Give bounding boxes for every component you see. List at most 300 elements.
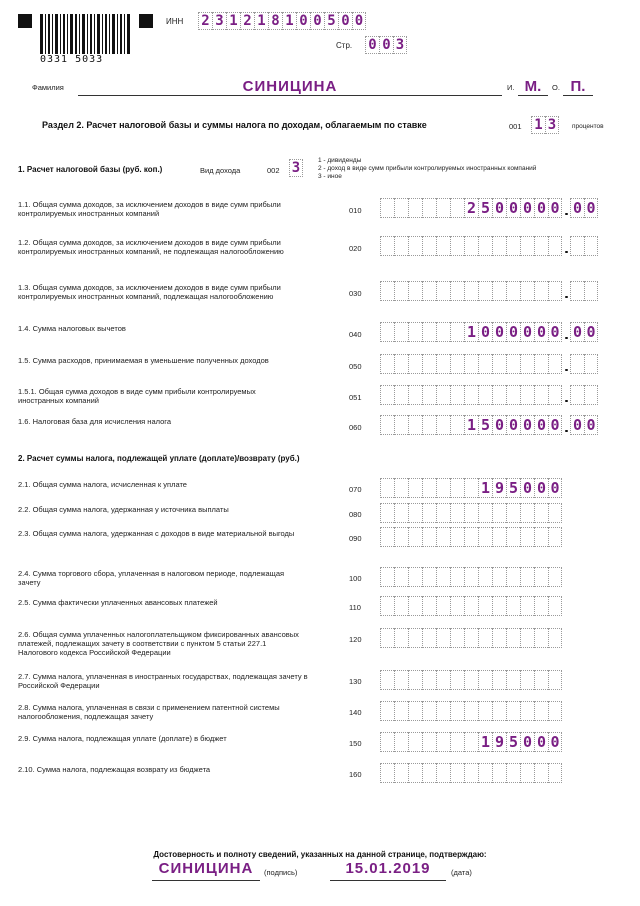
digit-cell[interactable] xyxy=(506,527,520,547)
digit-cell[interactable] xyxy=(408,385,422,405)
digit-cell[interactable] xyxy=(394,503,408,523)
digit-cell[interactable] xyxy=(408,670,422,690)
digit-cell[interactable] xyxy=(436,236,450,256)
surname-label: Фамилия xyxy=(32,83,64,92)
digit-cell[interactable] xyxy=(436,354,450,374)
digit-cell[interactable] xyxy=(422,763,436,783)
digit-cell[interactable] xyxy=(478,527,492,547)
digit-cell[interactable] xyxy=(478,236,492,256)
part2-row-code: 070 xyxy=(349,485,362,494)
digit-cell[interactable] xyxy=(422,198,436,218)
digit-cell[interactable]: 1 xyxy=(464,322,478,342)
digit-cell[interactable]: 1 xyxy=(531,116,545,134)
digit-cell[interactable] xyxy=(464,567,478,587)
part2-row-amount[interactable] xyxy=(380,567,562,587)
digit-cell[interactable] xyxy=(464,354,478,374)
digit-cell[interactable] xyxy=(450,670,464,690)
digit-cell[interactable] xyxy=(408,236,422,256)
digit-cell[interactable] xyxy=(422,527,436,547)
rate-unit: процентов xyxy=(572,123,604,130)
digit-cell[interactable]: 0 xyxy=(534,478,548,498)
digit-cell[interactable] xyxy=(464,596,478,616)
digit-cell[interactable] xyxy=(464,385,478,405)
digit-cell[interactable] xyxy=(422,354,436,374)
digit-cell[interactable] xyxy=(408,527,422,547)
digit-cell[interactable] xyxy=(394,478,408,498)
digit-cell[interactable] xyxy=(450,415,464,435)
digit-cell[interactable] xyxy=(478,567,492,587)
digit-cell[interactable] xyxy=(394,322,408,342)
digit-cell[interactable] xyxy=(380,503,394,523)
digit-cell[interactable] xyxy=(492,763,506,783)
signature[interactable]: СИНИЦИНА xyxy=(158,860,254,877)
digit-cell[interactable] xyxy=(394,567,408,587)
digit-cell[interactable] xyxy=(422,281,436,301)
digit-cell[interactable] xyxy=(464,670,478,690)
digit-cell[interactable]: 0 xyxy=(520,478,534,498)
digit-cell[interactable]: 0 xyxy=(492,322,506,342)
digit-cell[interactable] xyxy=(380,596,394,616)
digit-cell[interactable] xyxy=(570,385,584,405)
digit-cell[interactable]: 9 xyxy=(492,478,506,498)
digit-cell[interactable] xyxy=(492,236,506,256)
digit-cell[interactable]: 0 xyxy=(379,36,393,54)
part1-row-amount[interactable] xyxy=(380,281,598,301)
digit-cell[interactable]: 0 xyxy=(492,198,506,218)
digit-cell[interactable] xyxy=(492,527,506,547)
digit-cell[interactable] xyxy=(506,503,520,523)
digit-cell[interactable] xyxy=(380,628,394,648)
income-type-field[interactable] xyxy=(289,159,303,177)
digit-cell[interactable] xyxy=(380,322,394,342)
digit-cell[interactable] xyxy=(548,281,562,301)
digit-cell[interactable] xyxy=(520,670,534,690)
digit-cell[interactable] xyxy=(380,567,394,587)
digit-cell[interactable] xyxy=(394,527,408,547)
digit-cell[interactable] xyxy=(436,567,450,587)
digit-cell[interactable] xyxy=(422,415,436,435)
digit-cell[interactable] xyxy=(464,236,478,256)
part2-row-label: 2.10. Сумма налога, подлежащая возврату из бюджета xyxy=(18,765,211,774)
part1-row-code: 040 xyxy=(349,330,362,339)
digit-cell[interactable] xyxy=(520,567,534,587)
digit-cell[interactable]: 5 xyxy=(478,415,492,435)
digit-cell[interactable] xyxy=(436,478,450,498)
digit-cell[interactable] xyxy=(570,354,584,374)
digit-cell[interactable] xyxy=(394,596,408,616)
digit-cell[interactable] xyxy=(422,478,436,498)
digit-cell[interactable] xyxy=(450,478,464,498)
digit-cell[interactable]: 0 xyxy=(548,322,562,342)
initial-o-value[interactable]: П. xyxy=(570,78,586,95)
digit-cell[interactable]: 8 xyxy=(268,12,282,30)
digit-cell[interactable] xyxy=(408,354,422,374)
digit-cell[interactable] xyxy=(492,385,506,405)
digit-cell[interactable]: 2 xyxy=(198,12,212,30)
part2-row-code: 130 xyxy=(349,677,362,686)
digit-cell[interactable] xyxy=(450,198,464,218)
digit-cell[interactable] xyxy=(506,385,520,405)
digit-cell[interactable]: 0 xyxy=(570,322,584,342)
digit-cell[interactable] xyxy=(520,503,534,523)
digit-cell[interactable] xyxy=(380,354,394,374)
digit-cell[interactable] xyxy=(436,503,450,523)
digit-cell[interactable] xyxy=(422,503,436,523)
digit-cell[interactable] xyxy=(478,701,492,721)
digit-cell[interactable] xyxy=(422,596,436,616)
digit-cell[interactable] xyxy=(506,701,520,721)
digit-cell[interactable] xyxy=(380,701,394,721)
income-type-code: 002 xyxy=(267,166,280,175)
digit-cell[interactable] xyxy=(506,354,520,374)
digit-cell[interactable] xyxy=(520,527,534,547)
digit-cell[interactable] xyxy=(506,763,520,783)
digit-cell[interactable]: 0 xyxy=(520,322,534,342)
digit-cell[interactable] xyxy=(464,763,478,783)
digit-cell[interactable] xyxy=(408,415,422,435)
digit-cell[interactable] xyxy=(394,763,408,783)
digit-cell[interactable] xyxy=(506,596,520,616)
digit-cell[interactable] xyxy=(450,732,464,752)
part2-row-code: 120 xyxy=(349,635,362,644)
digit-cell[interactable]: 0 xyxy=(520,198,534,218)
digit-cell[interactable] xyxy=(422,567,436,587)
digit-cell[interactable] xyxy=(450,628,464,648)
digit-cell[interactable]: 0 xyxy=(492,415,506,435)
part2-row-amount[interactable] xyxy=(380,503,562,523)
digit-cell[interactable] xyxy=(394,236,408,256)
digit-cell[interactable]: 0 xyxy=(296,12,310,30)
part2-row-amount[interactable] xyxy=(380,478,562,498)
part2-row-amount[interactable] xyxy=(380,596,562,616)
digit-cell[interactable] xyxy=(422,236,436,256)
digit-cell[interactable]: 0 xyxy=(548,198,562,218)
digit-cell[interactable] xyxy=(520,763,534,783)
digit-cell[interactable] xyxy=(520,628,534,648)
digit-cell[interactable] xyxy=(436,281,450,301)
digit-cell[interactable] xyxy=(478,763,492,783)
part2-row-amount[interactable] xyxy=(380,527,562,547)
digit-cell[interactable] xyxy=(534,281,548,301)
part2-row-code: 090 xyxy=(349,534,362,543)
digit-cell[interactable] xyxy=(408,503,422,523)
digit-cell[interactable]: 0 xyxy=(365,36,379,54)
digit-cell[interactable] xyxy=(394,354,408,374)
digit-cell[interactable]: 5 xyxy=(478,198,492,218)
digit-cell[interactable] xyxy=(450,281,464,301)
digit-cell[interactable] xyxy=(408,701,422,721)
digit-cell[interactable] xyxy=(520,281,534,301)
digit-cell[interactable] xyxy=(584,354,598,374)
digit-cell[interactable] xyxy=(394,701,408,721)
digit-cell[interactable]: 5 xyxy=(506,478,520,498)
part2-row-amount[interactable] xyxy=(380,670,562,690)
digit-cell[interactable] xyxy=(394,670,408,690)
digit-cell[interactable] xyxy=(478,385,492,405)
digit-cell[interactable] xyxy=(408,596,422,616)
digit-cell[interactable] xyxy=(506,670,520,690)
digit-cell[interactable] xyxy=(584,236,598,256)
digit-cell[interactable]: 2 xyxy=(464,198,478,218)
digit-cell[interactable] xyxy=(534,628,548,648)
digit-cell[interactable] xyxy=(394,628,408,648)
digit-cell[interactable] xyxy=(548,527,562,547)
digit-cell[interactable] xyxy=(436,763,450,783)
part1-row-amount[interactable] xyxy=(380,354,598,374)
digit-cell[interactable]: 0 xyxy=(534,198,548,218)
digit-cell[interactable]: 0 xyxy=(570,198,584,218)
digit-cell[interactable] xyxy=(464,527,478,547)
digit-cell[interactable] xyxy=(492,596,506,616)
digit-cell[interactable] xyxy=(548,628,562,648)
digit-cell[interactable] xyxy=(584,385,598,405)
digit-cell[interactable] xyxy=(408,322,422,342)
digit-cell[interactable] xyxy=(450,763,464,783)
digit-cell[interactable] xyxy=(394,198,408,218)
digit-cell[interactable] xyxy=(520,354,534,374)
digit-cell[interactable] xyxy=(492,354,506,374)
digit-cell[interactable]: 3 xyxy=(289,159,303,177)
digit-cell[interactable]: 0 xyxy=(548,732,562,752)
digit-cell[interactable] xyxy=(464,628,478,648)
digit-cell[interactable] xyxy=(534,670,548,690)
digit-cell[interactable] xyxy=(450,567,464,587)
part2-row-code: 100 xyxy=(349,574,362,583)
digit-cell[interactable] xyxy=(478,354,492,374)
digit-cell[interactable] xyxy=(380,198,394,218)
digit-cell[interactable] xyxy=(408,478,422,498)
part2-row-amount[interactable] xyxy=(380,732,562,752)
digit-cell[interactable]: 1 xyxy=(464,415,478,435)
digit-cell[interactable] xyxy=(450,236,464,256)
digit-cell[interactable] xyxy=(464,701,478,721)
digit-cell[interactable] xyxy=(380,385,394,405)
digit-cell[interactable] xyxy=(436,527,450,547)
digit-cell[interactable] xyxy=(408,732,422,752)
digit-cell[interactable] xyxy=(534,236,548,256)
digit-cell[interactable] xyxy=(464,478,478,498)
decimal-point xyxy=(562,236,570,256)
digit-cell[interactable]: 0 xyxy=(506,322,520,342)
digit-cell[interactable]: 5 xyxy=(506,732,520,752)
digit-cell[interactable] xyxy=(436,385,450,405)
initial-i-value[interactable]: М. xyxy=(524,78,542,95)
corner-mark-left xyxy=(18,14,32,28)
digit-cell[interactable]: 0 xyxy=(506,198,520,218)
page-number-field[interactable] xyxy=(365,36,407,54)
digit-cell[interactable] xyxy=(450,701,464,721)
digit-cell[interactable]: 0 xyxy=(548,478,562,498)
digit-cell[interactable] xyxy=(506,236,520,256)
digit-cell[interactable] xyxy=(380,527,394,547)
digit-cell[interactable] xyxy=(570,281,584,301)
digit-cell[interactable] xyxy=(422,628,436,648)
digit-cell[interactable] xyxy=(534,763,548,783)
rate-field[interactable] xyxy=(531,116,559,134)
digit-cell[interactable] xyxy=(436,322,450,342)
digit-cell[interactable] xyxy=(408,763,422,783)
digit-cell[interactable] xyxy=(450,503,464,523)
digit-cell[interactable] xyxy=(548,385,562,405)
digit-cell[interactable]: 0 xyxy=(534,415,548,435)
digit-cell[interactable] xyxy=(520,701,534,721)
part1-row-amount[interactable] xyxy=(380,322,598,342)
digit-cell[interactable]: 9 xyxy=(492,732,506,752)
digit-cell[interactable] xyxy=(422,670,436,690)
digit-cell[interactable]: 3 xyxy=(393,36,407,54)
digit-cell[interactable] xyxy=(548,503,562,523)
digit-cell[interactable] xyxy=(584,281,598,301)
digit-cell[interactable] xyxy=(520,596,534,616)
digit-cell[interactable]: 0 xyxy=(478,322,492,342)
digit-cell[interactable] xyxy=(422,732,436,752)
digit-cell[interactable] xyxy=(534,354,548,374)
digit-cell[interactable] xyxy=(450,385,464,405)
digit-cell[interactable] xyxy=(436,701,450,721)
digit-cell[interactable] xyxy=(548,670,562,690)
digit-cell[interactable]: 1 xyxy=(478,478,492,498)
digit-cell[interactable] xyxy=(464,281,478,301)
part1-row-amount[interactable] xyxy=(380,415,598,435)
surname-value[interactable]: СИНИЦИНА xyxy=(242,78,338,95)
digit-cell[interactable]: 3 xyxy=(212,12,226,30)
digit-cell[interactable] xyxy=(422,701,436,721)
digit-cell[interactable]: 1 xyxy=(226,12,240,30)
page-number-label: Стр. xyxy=(336,41,353,50)
initial-o-line xyxy=(563,95,593,96)
digit-cell[interactable] xyxy=(394,415,408,435)
digit-cell[interactable] xyxy=(548,701,562,721)
digit-cell[interactable] xyxy=(464,732,478,752)
digit-cell[interactable] xyxy=(506,281,520,301)
digit-cell[interactable]: 0 xyxy=(534,732,548,752)
part1-row-amount[interactable] xyxy=(380,198,598,218)
digit-cell[interactable] xyxy=(380,236,394,256)
digit-cell[interactable] xyxy=(520,236,534,256)
digit-cell[interactable] xyxy=(408,628,422,648)
part1-row-amount[interactable] xyxy=(380,385,598,405)
digit-cell[interactable]: 0 xyxy=(548,415,562,435)
part2-row-amount[interactable] xyxy=(380,701,562,721)
digit-cell[interactable] xyxy=(506,567,520,587)
digit-cell[interactable] xyxy=(436,596,450,616)
part1-row-amount[interactable] xyxy=(380,236,598,256)
digit-cell[interactable]: 2 xyxy=(240,12,254,30)
digit-cell[interactable] xyxy=(380,281,394,301)
digit-cell[interactable] xyxy=(436,670,450,690)
digit-cell[interactable]: 0 xyxy=(570,415,584,435)
digit-cell[interactable] xyxy=(492,701,506,721)
decimal-point xyxy=(562,281,570,301)
digit-cell[interactable] xyxy=(422,385,436,405)
digit-cell[interactable] xyxy=(534,701,548,721)
digit-cell[interactable] xyxy=(380,415,394,435)
digit-cell[interactable]: 0 xyxy=(584,198,598,218)
digit-cell[interactable] xyxy=(548,354,562,374)
digit-cell[interactable]: 1 xyxy=(282,12,296,30)
digit-cell[interactable] xyxy=(492,670,506,690)
digit-cell[interactable] xyxy=(380,732,394,752)
digit-cell[interactable] xyxy=(570,236,584,256)
part2-row-label: 2.4. Сумма торгового сбора, уплаченная в налоговом периоде, подлежащая зачету xyxy=(18,569,285,587)
digit-cell[interactable]: 5 xyxy=(324,12,338,30)
digit-cell[interactable]: 0 xyxy=(584,415,598,435)
part2-row-code: 150 xyxy=(349,739,362,748)
digit-cell[interactable]: 0 xyxy=(520,732,534,752)
part2-title: 2. Расчет суммы налога, подлежащей уплате (доплате)/возврату (руб.) xyxy=(18,454,300,463)
digit-cell[interactable] xyxy=(450,322,464,342)
digit-cell[interactable]: 0 xyxy=(584,322,598,342)
digit-cell[interactable] xyxy=(380,670,394,690)
digit-cell[interactable] xyxy=(478,596,492,616)
digit-cell[interactable] xyxy=(422,322,436,342)
digit-cell[interactable] xyxy=(492,281,506,301)
digit-cell[interactable]: 0 xyxy=(534,322,548,342)
digit-cell[interactable] xyxy=(478,281,492,301)
digit-cell[interactable] xyxy=(380,478,394,498)
digit-cell[interactable] xyxy=(450,527,464,547)
digit-cell[interactable] xyxy=(534,596,548,616)
digit-cell[interactable]: 0 xyxy=(520,415,534,435)
digit-cell[interactable] xyxy=(464,503,478,523)
digit-cell[interactable] xyxy=(478,503,492,523)
digit-cell[interactable] xyxy=(478,628,492,648)
digit-cell[interactable] xyxy=(520,385,534,405)
digit-cell[interactable] xyxy=(548,236,562,256)
digit-cell[interactable] xyxy=(380,763,394,783)
digit-cell[interactable] xyxy=(408,281,422,301)
signature-line xyxy=(152,880,260,881)
part2-row-label: 2.1. Общая сумма налога, исчисленная к уплате xyxy=(18,480,187,489)
digit-cell[interactable]: 0 xyxy=(338,12,352,30)
digit-cell[interactable] xyxy=(394,385,408,405)
part2-row-amount[interactable] xyxy=(380,628,562,648)
digit-cell[interactable]: 1 xyxy=(254,12,268,30)
digit-cell[interactable]: 0 xyxy=(310,12,324,30)
digit-cell[interactable] xyxy=(436,628,450,648)
date-value[interactable]: 15.01.2019 xyxy=(345,860,431,877)
digit-cell[interactable] xyxy=(506,628,520,648)
digit-cell[interactable]: 3 xyxy=(545,116,559,134)
digit-cell[interactable] xyxy=(492,503,506,523)
digit-cell[interactable] xyxy=(492,628,506,648)
digit-cell[interactable] xyxy=(548,596,562,616)
digit-cell[interactable] xyxy=(450,354,464,374)
date-label: (дата) xyxy=(451,868,472,877)
part2-row-amount[interactable] xyxy=(380,763,562,783)
digit-cell[interactable] xyxy=(436,198,450,218)
digit-cell[interactable] xyxy=(450,596,464,616)
inn-field[interactable] xyxy=(198,12,366,30)
digit-cell[interactable] xyxy=(408,567,422,587)
digit-cell[interactable] xyxy=(478,670,492,690)
digit-cell[interactable]: 0 xyxy=(506,415,520,435)
digit-cell[interactable] xyxy=(534,385,548,405)
digit-cell[interactable] xyxy=(548,763,562,783)
digit-cell[interactable] xyxy=(408,198,422,218)
digit-cell[interactable] xyxy=(534,567,548,587)
digit-cell[interactable]: 0 xyxy=(352,12,366,30)
digit-cell[interactable] xyxy=(492,567,506,587)
digit-cell[interactable] xyxy=(436,415,450,435)
digit-cell[interactable] xyxy=(548,567,562,587)
digit-cell[interactable]: 1 xyxy=(478,732,492,752)
digit-cell[interactable] xyxy=(394,281,408,301)
digit-cell[interactable] xyxy=(534,503,548,523)
digit-cell[interactable] xyxy=(436,732,450,752)
digit-cell[interactable] xyxy=(534,527,548,547)
digit-cell[interactable] xyxy=(394,732,408,752)
